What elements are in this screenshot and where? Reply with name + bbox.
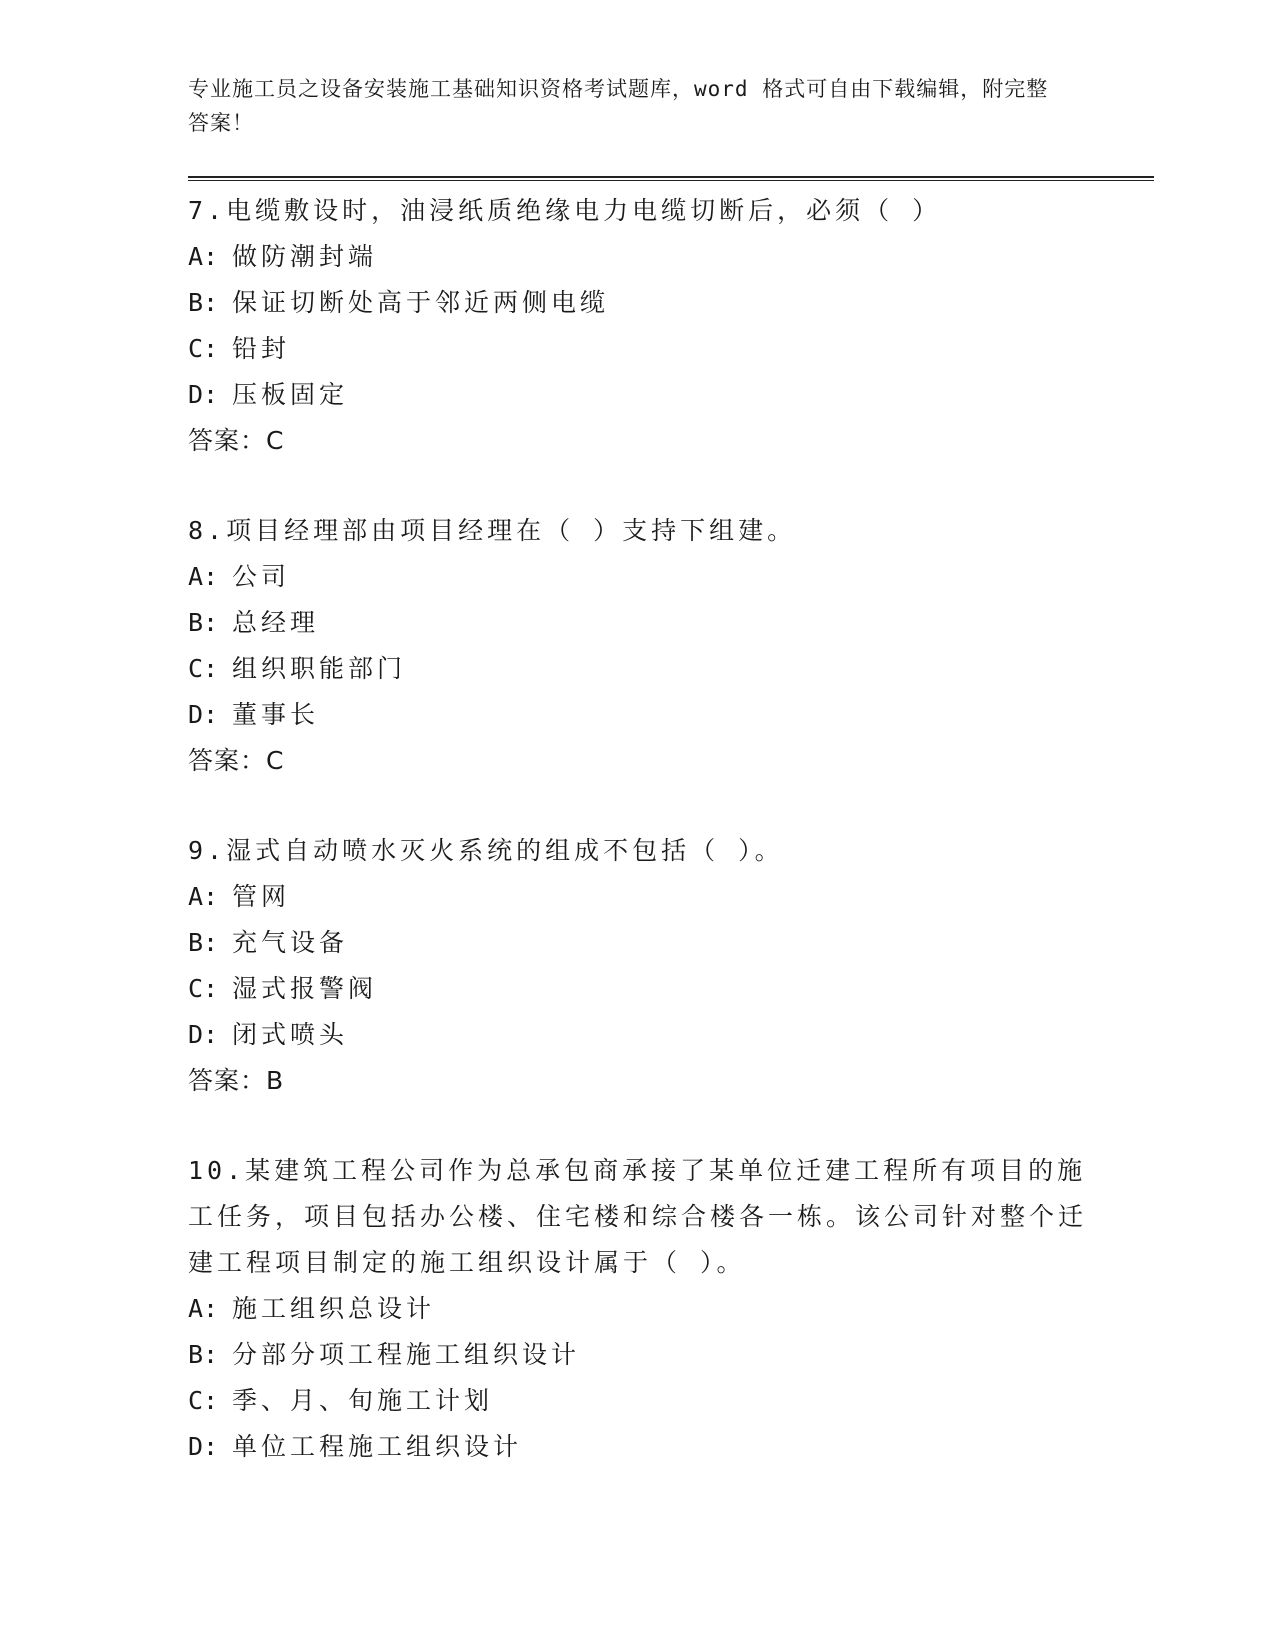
option-a (188, 874, 1088, 920)
option-text: 压板固定 (232, 380, 349, 409)
option-b (188, 600, 1088, 646)
option-b (188, 1332, 1088, 1378)
option-text: 分部分项工程施工组织设计 (232, 1340, 581, 1369)
option-d (188, 372, 1088, 418)
question-10 (188, 1148, 1088, 1470)
document-header: 专业施工员之设备安装施工基础知识资格考试题库，word 格式可自由下载编辑，附完整答案！ (188, 77, 1049, 135)
question-stem: 10.某建筑工程公司作为总承包商承接了某单位迁建工程所有项目的施工任务，项目包括办公楼、住宅楼和综合楼各一栋。该公司针对整个迁建工程项目制定的施工组织设计属于（ ）。 (188, 1156, 1088, 1277)
option-d (188, 1424, 1088, 1470)
option-a (188, 1286, 1088, 1332)
option-text: 闭式喷头 (232, 1020, 349, 1049)
option-c (188, 646, 1088, 692)
option-letter: B: (188, 1340, 219, 1369)
option-letter: B: (188, 928, 219, 957)
option-letter: A: (188, 242, 219, 271)
option-letter: A: (188, 562, 219, 591)
option-text: 公司 (232, 562, 291, 591)
answer-line: 答案：B (188, 1066, 285, 1095)
question-8 (188, 508, 1088, 784)
answer-line: 答案：C (188, 426, 285, 455)
option-letter: A: (188, 1294, 219, 1323)
question-9 (188, 828, 1088, 1104)
question-stem: 9.湿式自动喷水灭火系统的组成不包括（ ）。 (188, 836, 784, 865)
option-text: 湿式报警阀 (232, 974, 378, 1003)
option-letter: B: (188, 288, 219, 317)
option-text: 单位工程施工组织设计 (232, 1432, 523, 1461)
option-text: 季、月、旬施工计划 (232, 1386, 494, 1415)
option-text: 铅封 (232, 334, 291, 363)
option-letter: B: (188, 608, 219, 637)
option-letter: D: (188, 700, 219, 729)
option-letter: C: (188, 654, 219, 683)
option-c (188, 966, 1088, 1012)
option-text: 董事长 (232, 700, 320, 729)
option-text: 管网 (232, 882, 291, 911)
option-letter: D: (188, 1020, 219, 1049)
question-list (188, 188, 1088, 1514)
answer-line: 答案：C (188, 746, 285, 775)
option-c (188, 326, 1088, 372)
option-letter: C: (188, 974, 219, 1003)
option-b (188, 920, 1088, 966)
question-7 (188, 188, 1088, 464)
option-text: 总经理 (232, 608, 320, 637)
option-text: 组织职能部门 (232, 654, 407, 683)
question-stem: 7.电缆敷设时，油浸纸质绝缘电力电缆切断后，必须（ ） (188, 196, 942, 225)
option-letter: C: (188, 1386, 219, 1415)
option-letter: D: (188, 380, 219, 409)
option-letter: C: (188, 334, 219, 363)
option-c (188, 1378, 1088, 1424)
option-letter: A: (188, 882, 219, 911)
option-d (188, 692, 1088, 738)
option-d (188, 1012, 1088, 1058)
question-stem: 8.项目经理部由项目经理在（ ）支持下组建。 (188, 516, 797, 545)
option-text: 施工组织总设计 (232, 1294, 436, 1323)
header-divider (188, 176, 1154, 181)
option-b (188, 280, 1088, 326)
option-text: 充气设备 (232, 928, 349, 957)
option-a (188, 554, 1088, 600)
option-letter: D: (188, 1432, 219, 1461)
option-text: 保证切断处高于邻近两侧电缆 (232, 288, 610, 317)
option-a (188, 234, 1088, 280)
option-text: 做防潮封端 (232, 242, 378, 271)
